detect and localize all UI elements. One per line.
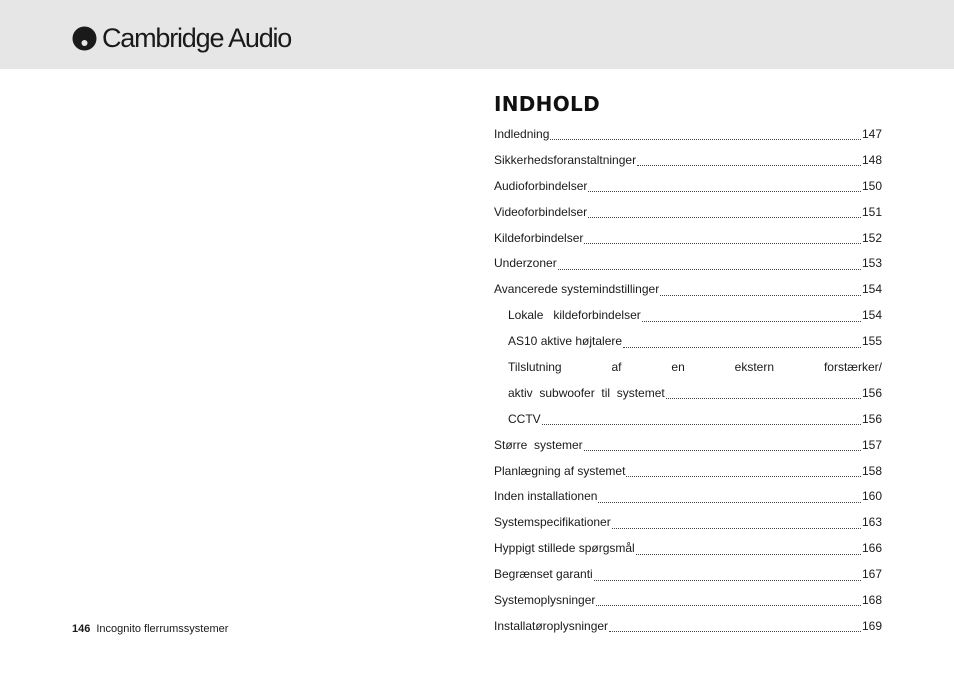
toc-entry-label: Audioforbindelser — [494, 178, 588, 193]
toc-entry-page: 154 — [861, 282, 882, 297]
toc-entry — [494, 147, 882, 173]
toc-entry-word: ekstern — [734, 359, 775, 374]
toc-entry-page: 166 — [861, 541, 882, 556]
toc-dot-leader — [594, 572, 861, 581]
toc-entry — [494, 121, 882, 147]
toc-entry-label: Underzoner — [494, 256, 557, 271]
toc-dot-leader — [626, 468, 861, 477]
toc-entry-label: Videoforbindelser — [494, 204, 588, 219]
toc-dot-leader — [588, 183, 861, 192]
toc-entry — [494, 561, 882, 587]
toc-entry-word: af — [611, 359, 622, 374]
toc-entry-page: 154 — [861, 308, 882, 323]
toc-dot-leader — [609, 623, 861, 632]
toc-entry-label: Systemoplysninger — [494, 592, 596, 607]
toc-entry-label: Større systemer — [494, 437, 583, 452]
toc-entry-label: Planlægning af systemet — [494, 463, 626, 478]
toc-entry — [494, 483, 882, 509]
toc-dot-leader — [642, 313, 861, 322]
toc-entry-label: aktiv subwoofer til systemet — [508, 385, 665, 400]
header-bar — [0, 0, 954, 69]
toc-entry-label: Kildeforbindelser — [494, 230, 584, 245]
toc-entry-label — [508, 360, 882, 374]
toc-entry-page: 153 — [861, 256, 882, 271]
toc-entry-page: 167 — [861, 567, 882, 582]
toc-entry-label: Inden installationen — [494, 489, 598, 504]
toc-entry-page: 148 — [861, 152, 882, 167]
toc-entry-label: CCTV — [508, 411, 541, 426]
toc-entry — [494, 354, 882, 380]
toc-entry — [494, 613, 882, 639]
toc-dot-leader — [596, 597, 861, 606]
footer-page-number: 146 — [72, 623, 91, 635]
toc-entry-page: 150 — [861, 178, 882, 193]
toc-dot-leader — [550, 131, 861, 140]
toc-entry — [494, 458, 882, 484]
toc-entry-word: Tilslutning — [508, 359, 562, 374]
toc-entry — [494, 225, 882, 251]
toc-dot-leader — [598, 494, 861, 503]
toc-entry-label: Begrænset garanti — [494, 567, 593, 582]
toc-entry-page: 160 — [861, 489, 882, 504]
toc-entry-page: 169 — [861, 618, 882, 633]
toc-dot-leader — [623, 339, 861, 348]
toc-dot-leader — [584, 442, 861, 451]
toc-entry-page: 158 — [861, 463, 882, 478]
toc-entry — [494, 587, 882, 613]
toc-entry-label: Indledning — [494, 126, 550, 141]
toc-entry — [494, 302, 882, 328]
toc-entry-label: Installatøroplysninger — [494, 618, 609, 633]
toc-dot-leader — [666, 390, 861, 399]
toc-entry-page: 157 — [861, 437, 882, 452]
toc-dot-leader — [588, 209, 861, 218]
toc-entry-page: 155 — [861, 334, 882, 349]
toc-entry-page: 147 — [861, 126, 882, 141]
toc-entry — [494, 173, 882, 199]
cambridge-audio-logo-icon — [72, 26, 97, 51]
toc-title: INDHOLD — [494, 92, 600, 116]
toc-entry — [494, 535, 882, 561]
toc-entry-word: forstærker/ — [823, 359, 882, 374]
brand-name: Cambridge Audio — [102, 23, 292, 53]
toc-entry — [494, 432, 882, 458]
toc-entry — [494, 328, 882, 354]
toc-entry-label: Hyppigt stillede spørgsmål — [494, 541, 635, 556]
footer-title: Incognito flerrumssystemer — [96, 623, 229, 635]
toc-entry-label: Avancerede systemindstillinger — [494, 282, 660, 297]
toc-entry-page: 152 — [861, 230, 882, 245]
toc-entry — [494, 276, 882, 302]
toc-entry-word: en — [671, 359, 685, 374]
toc-entry-label: AS10 aktive højtalere — [508, 334, 623, 349]
toc-entry — [494, 509, 882, 535]
toc-dot-leader — [636, 546, 861, 555]
brand-logo — [72, 22, 291, 54]
toc-entry — [494, 380, 882, 406]
toc-entry-label: Lokale kildeforbindelser — [508, 308, 641, 323]
toc-entry-page: 151 — [861, 204, 882, 219]
toc-dot-leader — [612, 520, 861, 529]
toc-entry-page: 156 — [861, 385, 882, 400]
toc-dot-leader — [637, 157, 861, 166]
toc-entry-page: 163 — [861, 515, 882, 530]
toc-entry-label: Sikkerhedsforanstaltninger — [494, 152, 637, 167]
toc-dot-leader — [584, 235, 861, 244]
toc-entry — [494, 250, 882, 276]
toc-dot-leader — [542, 416, 861, 425]
toc-entry-page: 168 — [861, 592, 882, 607]
toc-entry — [494, 199, 882, 225]
toc-entry-label: Systemspecifikationer — [494, 515, 611, 530]
toc-dot-leader — [558, 261, 861, 270]
toc-dot-leader — [660, 287, 861, 296]
table-of-contents — [494, 121, 882, 639]
page-footer — [72, 623, 228, 635]
toc-entry — [494, 406, 882, 432]
toc-entry-page: 156 — [861, 411, 882, 426]
